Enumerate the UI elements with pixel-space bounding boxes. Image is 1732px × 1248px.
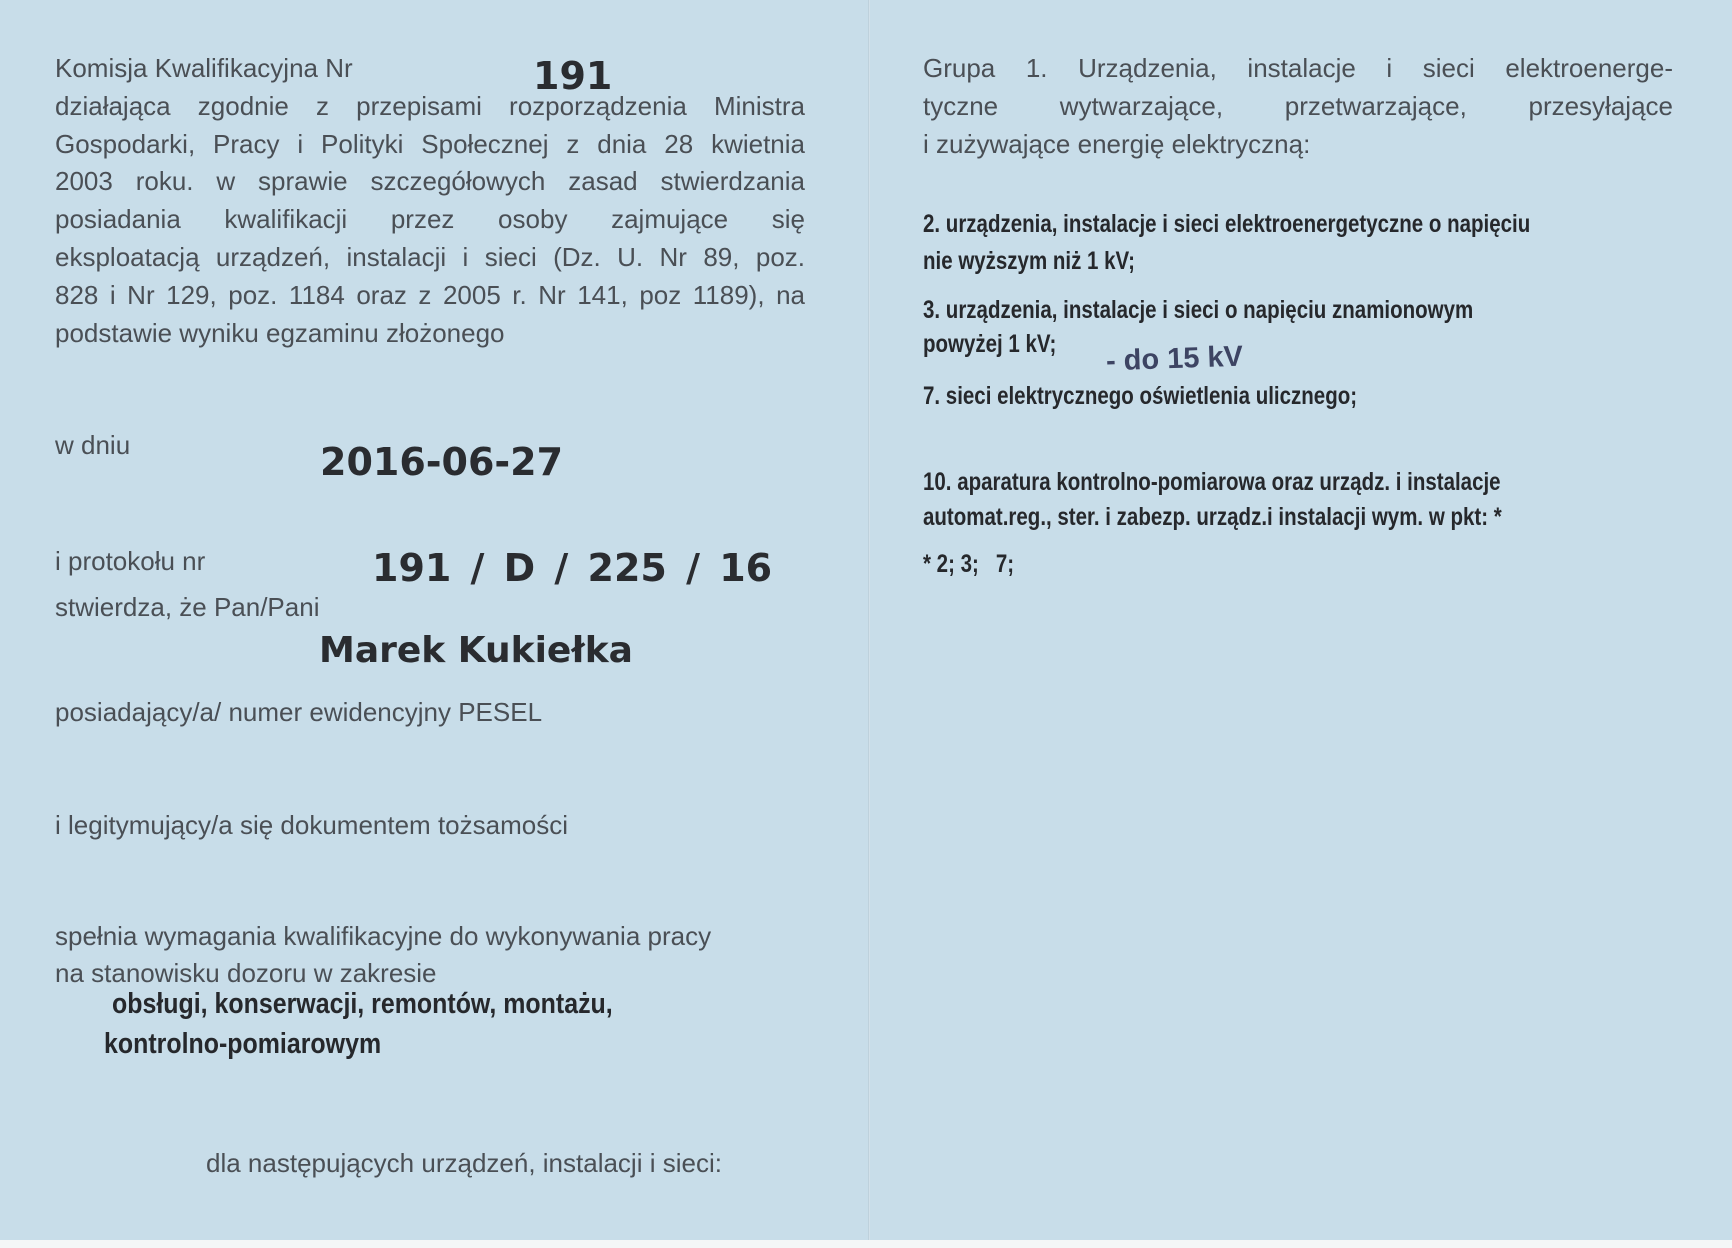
group-heading [923, 50, 1673, 163]
person-name: Marek Kukiełka [319, 630, 633, 671]
group-line: tyczne wytwarzające, przetwarzające, przesyłające [923, 90, 1673, 121]
item-line: powyżej 1 kV; [923, 330, 1057, 358]
item-line: 3. urządzenia, instalacje i sieci o napięciu znamionowym [923, 296, 1474, 324]
card-edge [0, 1240, 1732, 1248]
protocol-label: i protokołu nr [55, 546, 206, 576]
intro-line: Gospodarki, Pracy i Polityki Społecznej z dnia 28 kwietnia [55, 128, 805, 159]
intro-line: 2003 roku. w sprawie szczegółowych zasad stwierdzania [55, 166, 805, 197]
page-fold [868, 0, 870, 1248]
group-line: i zużywające energię elektryczną: [923, 128, 1311, 159]
intro-line: działająca zgodnie z przepisami rozporządzenia Ministra [55, 90, 805, 121]
requirements-line: na stanowisku dozoru w zakresie [55, 958, 437, 988]
devices-label: dla następujących urządzeń, instalacji i sieci: [206, 1148, 722, 1178]
intro-line: podstawie wyniku egzaminu złożonego [55, 317, 505, 348]
scope-line: kontrolno-pomiarowym [104, 1028, 382, 1060]
item-line: nie wyższym niż 1 kV; [923, 247, 1135, 275]
intro-line: eksploatacją urządzeń, instalacji i sieci (Dz. U. Nr 89, poz. [55, 241, 805, 272]
confirms-label: stwierdza, że Pan/Pani [55, 592, 320, 622]
commission-number: 191 [533, 54, 613, 98]
item-line: automat.reg., ster. i zabezp. urządz.i instalacji wym. w pkt: * [923, 503, 1502, 531]
exam-date: 2016-06-27 [320, 440, 564, 484]
intro-line: Komisja Kwalifikacyjna Nr [55, 53, 353, 83]
id-document-label: i legitymujący/a się dokumentem tożsamości [55, 810, 568, 840]
voltage-stamp: - do 15 kV [1105, 340, 1244, 378]
item-line: 10. aparatura kontrolno-pomiarowa oraz urządz. i instalacje [923, 468, 1501, 496]
intro-line: posiadania kwalifikacji przez osoby zajmujące się [55, 204, 805, 235]
requirements-line: spełnia wymagania kwalifikacyjne do wykonywania pracy [55, 921, 712, 951]
scope-line: obsługi, konserwacji, remontów, montażu, [112, 988, 613, 1020]
item-line: 2. urządzenia, instalacje i sieci elektroenergetyczne o napięciu [923, 210, 1531, 238]
item-line: 7. sieci elektrycznego oświetlenia ulicznego; [923, 382, 1358, 410]
pesel-label: posiadający/a/ numer ewidencyjny PESEL [55, 697, 543, 727]
date-label: w dniu [55, 430, 131, 460]
protocol-number: 191 / D / 225 / 16 [372, 546, 773, 590]
intro-paragraph [55, 50, 805, 352]
footnote-points: * 2; 3; 7; [923, 550, 1015, 578]
group-line: Grupa 1. Urządzenia, instalacje i sieci elektroenerge- [923, 53, 1673, 83]
intro-line: 828 i Nr 129, poz. 1184 oraz z 2005 r. Nr 141, poz 1189), na [55, 279, 805, 310]
